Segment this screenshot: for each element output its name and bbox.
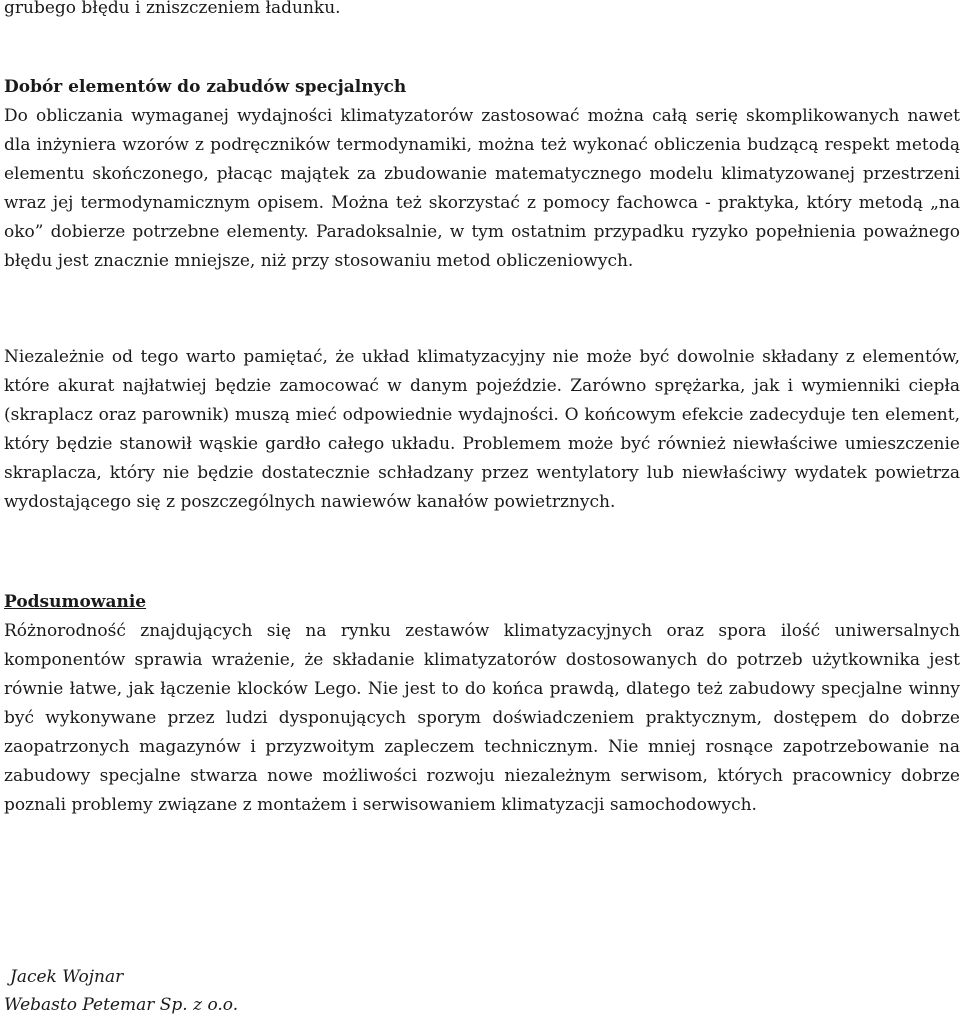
- section-heading-summary: Podsumowanie: [4, 592, 147, 612]
- section-summary: [4, 588, 960, 820]
- section-assembly: [4, 343, 960, 517]
- paragraph-assembly: Niezależnie od tego warto pamiętać, że układ klimatyzacyjny nie może być dowolnie składany z elementów, które akurat najłatwiej będzie zamocować w danym pojeździe. Zarówno sprężarka, jak i wymienniki ciepła (skraplacz oraz parownik) muszą mieć odpowiednie wydajności. O końcowym efekcie zadecyduje ten element, który będzie stanowił wąskie gardło całego układu. Problemem może być również niewłaściwe umieszczenie skraplacza, który nie będzie dostatecznie schładzany przez wentylatory lub niewłaściwy wydatek powietrza wydostającego się z poszczególnych nawiewów kanałów powietrznych.: [4, 347, 960, 512]
- intro-fragment: grubego błędu i zniszczeniem ładunku.: [4, 0, 341, 18]
- section-special-builds: [4, 73, 960, 276]
- paragraph-special-builds: Do obliczania wymaganej wydajności klimatyzatorów zastosować można całą serię skomplikowanych nawet dla inżyniera wzorów z podręczników termodynamiki, można też wykonać obliczenia budzącą respekt metodą elementu skończonego, płacąc majątek za zbudowanie matematycznego modelu klimatyzowanej przestrzeni wraz jej termodynamicznym opisem. Można też skorzystać z pomocy fachowca - praktyka, który metodą „na oko” dobierze potrzebne elementy. Paradoksalnie, w tym ostatnim przypadku ryzyko popełnienia poważnego błędu jest znacznie mniejsze, niż przy stosowaniu metod obliczeniowych.: [4, 106, 960, 271]
- signature-company: Webasto Petemar Sp. z o.o.: [4, 995, 239, 1015]
- paragraph-summary: Różnorodność znajdujących się na rynku zestawów klimatyzacyjnych oraz spora ilość uniwersalnych komponentów sprawia wrażenie, że składanie klimatyzatorów dostosowanych do potrzeb użytkownika jest równie łatwe, jak łączenie klocków Lego. Nie jest to do końca prawdą, dlatego też zabudowy specjalne winny być wykonywane przez ludzi dysponujących sporym doświadczeniem praktycznym, dostępem do dobrze zaopatrzonych magazynów i przyzwoitym zapleczem technicznym. Nie mniej rosnące zapotrzebowanie na zabudowy specjalne stwarza nowe możliwości rozwoju niezależnym serwisom, których pracownicy dobrze poznali problemy związane z montażem i serwisowaniem klimatyzacji samochodowych.: [4, 621, 960, 815]
- signature-author: Jacek Wojnar: [10, 967, 124, 987]
- signature-block: [4, 963, 238, 1019]
- section-heading-special-builds: Dobór elementów do zabudów specjalnych: [4, 77, 407, 97]
